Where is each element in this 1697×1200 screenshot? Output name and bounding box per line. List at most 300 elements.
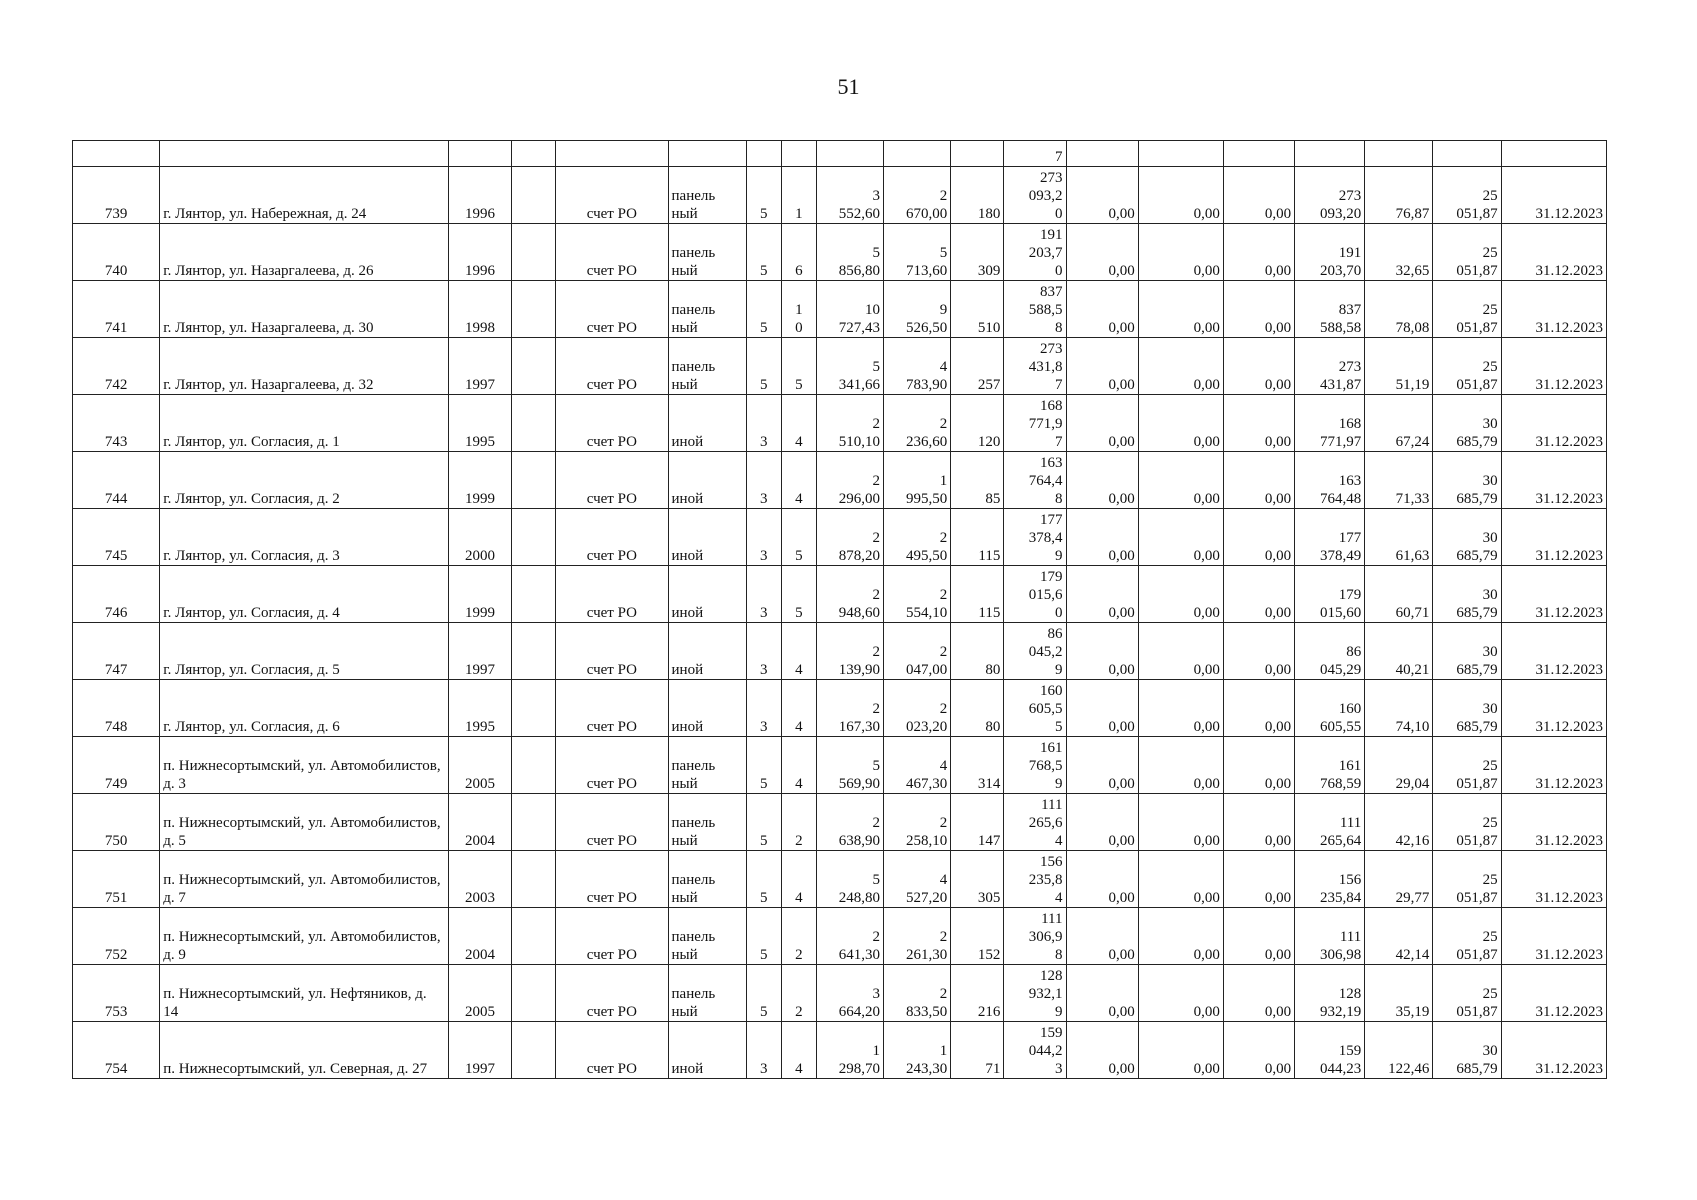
table-continuation-row — [73, 141, 1607, 167]
cost-cell: 0,00 — [1223, 794, 1294, 851]
cell-line: 273 — [1338, 359, 1362, 375]
cell-line: 5 — [872, 359, 881, 375]
cell-line: 051,87 — [1456, 206, 1498, 222]
cell-line: 161 — [1040, 740, 1063, 756]
year-cell: 2003 — [448, 851, 511, 908]
year-cell: 2004 — [448, 908, 511, 965]
cell-line: 30 — [1482, 416, 1498, 432]
address-cell: п. Нижнесортымский, ул. Автомобилистов, д. 7 — [160, 851, 449, 908]
cell-line: 670,00 — [905, 206, 948, 222]
total-area-cell — [816, 965, 883, 1022]
cell-line: 111 — [1041, 911, 1063, 927]
cost-cell: 0,00 — [1066, 224, 1138, 281]
address-cell: г. Лянтор, ул. Назаргалеева, д. 30 — [160, 281, 449, 338]
table-row — [73, 680, 1607, 737]
total-cost-cell — [1004, 224, 1066, 281]
cell-line: 341,66 — [838, 377, 881, 393]
account-type-cell: счет РО — [556, 566, 668, 623]
table-cell — [556, 141, 668, 167]
cell-line: 1 — [939, 473, 948, 489]
cell-line: 273 — [1040, 170, 1063, 186]
cell-line: 771,97 — [1320, 434, 1362, 450]
cell-line: 015,60 — [1320, 605, 1362, 621]
residents-cell: 314 — [951, 737, 1004, 794]
cell-line: 685,79 — [1456, 719, 1498, 735]
cell-line: 156 — [1040, 854, 1063, 870]
cell-line: 588,58 — [1320, 320, 1362, 336]
cell-line: 856,80 — [838, 263, 881, 279]
cell-line: 051,87 — [1456, 377, 1498, 393]
cell-line: 4 — [939, 758, 948, 774]
cell-line: 156 — [1338, 872, 1362, 888]
row-number: 741 — [73, 281, 160, 338]
entrances-cell — [781, 167, 816, 224]
unit-cost-cell: 35,19 — [1365, 965, 1433, 1022]
cell-line: 664,20 — [838, 1004, 881, 1020]
empty-cell — [512, 167, 556, 224]
row-number: 749 — [73, 737, 160, 794]
cell-line: 5 — [1055, 719, 1063, 735]
table-row — [73, 395, 1607, 452]
cell-line: 2 — [939, 701, 948, 717]
cost-cell: 0,00 — [1223, 338, 1294, 395]
floors-cell: 5 — [746, 908, 781, 965]
cost-cell: 0,00 — [1066, 737, 1138, 794]
cell-line: 273 — [1040, 341, 1063, 357]
entrances-cell — [781, 224, 816, 281]
cell-line: 265,6 — [1028, 815, 1063, 831]
cell-line: 30 — [1482, 644, 1498, 660]
year-cell: 2004 — [448, 794, 511, 851]
year-cell: 1999 — [448, 566, 511, 623]
fund-cost-cell — [1295, 167, 1365, 224]
cell-line: ный — [671, 947, 698, 963]
cost-cell: 0,00 — [1223, 623, 1294, 680]
total-cost-cell — [1004, 452, 1066, 509]
cell-line: 25 — [1482, 986, 1498, 1002]
fund-cost-cell — [1295, 1022, 1365, 1079]
cell-line: ный — [671, 263, 698, 279]
total-area-cell — [816, 851, 883, 908]
cell-line: 833,50 — [905, 1004, 948, 1020]
table-cell — [1295, 141, 1365, 167]
total-area-cell — [816, 794, 883, 851]
cell-line: ный — [671, 320, 698, 336]
entrances-cell — [781, 338, 816, 395]
unit-cost-cell: 67,24 — [1365, 395, 1433, 452]
total-area-cell — [816, 566, 883, 623]
cell-line: 2 — [939, 188, 948, 204]
empty-cell — [512, 395, 556, 452]
cell-line: 7 — [1055, 377, 1063, 393]
cell-line: 554,10 — [905, 605, 948, 621]
cost-cell: 0,00 — [1223, 395, 1294, 452]
limit-cost-cell — [1433, 965, 1501, 1022]
deadline-cell: 31.12.2023 — [1501, 680, 1606, 737]
cell-line: 4 — [795, 776, 803, 792]
living-area-cell — [884, 452, 951, 509]
total-cost-cell — [1004, 566, 1066, 623]
account-type-cell: счет РО — [556, 965, 668, 1022]
cost-cell: 0,00 — [1066, 794, 1138, 851]
cell-line: 128 — [1040, 968, 1063, 984]
cell-line: 4 — [795, 1061, 803, 1077]
table-cell — [951, 141, 1004, 167]
fund-cost-cell — [1295, 509, 1365, 566]
cost-cell: 0,00 — [1138, 851, 1223, 908]
deadline-cell: 31.12.2023 — [1501, 623, 1606, 680]
page-number: 51 — [837, 74, 860, 99]
cell-line: 167,30 — [838, 719, 881, 735]
cell-line: 2 — [939, 929, 948, 945]
cell-line: 9 — [1055, 776, 1063, 792]
cell-line: 128 — [1338, 986, 1362, 1002]
limit-cost-cell — [1433, 1022, 1501, 1079]
total-cost-cell — [1004, 167, 1066, 224]
cell-line: 9 — [1055, 1004, 1063, 1020]
cell-line: 296,00 — [838, 491, 881, 507]
limit-cost-cell — [1433, 395, 1501, 452]
row-number: 751 — [73, 851, 160, 908]
cost-cell: 0,00 — [1223, 452, 1294, 509]
cell-line: 685,79 — [1456, 491, 1498, 507]
cell-line: иной — [671, 719, 704, 735]
cell-line: 2 — [939, 986, 948, 1002]
cell-line: 552,60 — [838, 206, 881, 222]
entrances-cell — [781, 395, 816, 452]
cost-cell: 0,00 — [1138, 908, 1223, 965]
year-cell: 1997 — [448, 1022, 511, 1079]
cost-cell: 0,00 — [1066, 680, 1138, 737]
cost-cell: 0,00 — [1138, 680, 1223, 737]
cell-line: 86 — [1346, 644, 1362, 660]
address-cell: г. Лянтор, ул. Согласия, д. 3 — [160, 509, 449, 566]
year-cell: 1997 — [448, 623, 511, 680]
cell-line: 1 — [872, 1043, 881, 1059]
deadline-cell: 31.12.2023 — [1501, 224, 1606, 281]
floors-cell: 3 — [746, 1022, 781, 1079]
unit-cost-cell: 60,71 — [1365, 566, 1433, 623]
entrances-cell — [781, 623, 816, 680]
cell-line: 431,8 — [1028, 359, 1063, 375]
cell-line: 2 — [939, 587, 948, 603]
table-row — [73, 623, 1607, 680]
entrances-cell — [781, 566, 816, 623]
living-area-cell — [884, 281, 951, 338]
table-cell — [1138, 141, 1223, 167]
fund-cost-cell — [1295, 452, 1365, 509]
cost-cell: 0,00 — [1138, 566, 1223, 623]
cell-line: 638,90 — [838, 833, 881, 849]
cell-line: 685,79 — [1456, 662, 1498, 678]
cell-line: 2 — [939, 644, 948, 660]
living-area-cell — [884, 908, 951, 965]
cell-line: панель — [671, 188, 716, 204]
cell-line: 467,30 — [905, 776, 948, 792]
cost-cell: 0,00 — [1066, 566, 1138, 623]
address-cell: п. Нижнесортымский, ул. Автомобилистов, д. 9 — [160, 908, 449, 965]
cell-line: ный — [671, 377, 698, 393]
wall-material-cell — [668, 794, 746, 851]
cell-line: 9 — [939, 302, 948, 318]
limit-cost-cell — [1433, 908, 1501, 965]
cell-line: 685,79 — [1456, 1061, 1498, 1077]
living-area-cell — [884, 623, 951, 680]
cell-line: ный — [671, 776, 698, 792]
account-type-cell: счет РО — [556, 737, 668, 794]
empty-cell — [512, 908, 556, 965]
total-cost-cell — [1004, 737, 1066, 794]
cell-line: 044,2 — [1028, 1043, 1063, 1059]
cell-line: 764,48 — [1320, 491, 1362, 507]
cell-line: 6 — [795, 263, 803, 279]
cell-line: 2 — [795, 1004, 803, 1020]
total-cost-cell — [1004, 908, 1066, 965]
cost-cell: 0,00 — [1223, 566, 1294, 623]
living-area-cell — [884, 566, 951, 623]
wall-material-cell — [668, 452, 746, 509]
row-number: 753 — [73, 965, 160, 1022]
cell-line: 378,49 — [1320, 548, 1362, 564]
cell-line: панель — [671, 872, 716, 888]
table-row — [73, 281, 1607, 338]
cell-line: иной — [671, 434, 704, 450]
cell-line: 5 — [872, 872, 881, 888]
table-cell — [816, 141, 883, 167]
cost-cell: 0,00 — [1138, 509, 1223, 566]
row-number: 750 — [73, 794, 160, 851]
cell-line: 1 — [939, 1043, 948, 1059]
cell-line: 4 — [795, 491, 803, 507]
cell-line: 273 — [1338, 188, 1362, 204]
cost-cell: 0,00 — [1066, 167, 1138, 224]
cell-line: 203,7 — [1028, 245, 1063, 261]
cell-line: 168 — [1338, 416, 1362, 432]
row-number: 744 — [73, 452, 160, 509]
cost-cell: 0,00 — [1223, 737, 1294, 794]
cell-line: 605,5 — [1028, 701, 1063, 717]
total-area-cell — [816, 452, 883, 509]
cell-line: панель — [671, 986, 716, 1002]
entrances-cell — [781, 281, 816, 338]
cell-line: 047,00 — [905, 662, 948, 678]
cell-line: 2 — [872, 929, 881, 945]
fund-cost-cell — [1295, 680, 1365, 737]
total-cost-cell — [1004, 1022, 1066, 1079]
row-number: 745 — [73, 509, 160, 566]
floors-cell: 5 — [746, 737, 781, 794]
deadline-cell: 31.12.2023 — [1501, 794, 1606, 851]
limit-cost-cell — [1433, 281, 1501, 338]
cost-cell: 0,00 — [1223, 680, 1294, 737]
deadline-cell: 31.12.2023 — [1501, 509, 1606, 566]
total-cost-cell — [1004, 851, 1066, 908]
row-number: 748 — [73, 680, 160, 737]
table-row — [73, 338, 1607, 395]
cell-line: 25 — [1482, 359, 1498, 375]
cost-cell: 0,00 — [1138, 395, 1223, 452]
cell-line: 2 — [872, 701, 881, 717]
cell-line: 161 — [1338, 758, 1362, 774]
residents-cell: 80 — [951, 680, 1004, 737]
floors-cell: 5 — [746, 338, 781, 395]
empty-cell — [512, 281, 556, 338]
cell-line: 2 — [872, 644, 881, 660]
cost-cell: 0,00 — [1223, 908, 1294, 965]
cell-line: иной — [671, 662, 704, 678]
cell-line: 2 — [795, 833, 803, 849]
entrances-cell — [781, 509, 816, 566]
account-type-cell: счет РО — [556, 623, 668, 680]
cell-line: панель — [671, 815, 716, 831]
total-cost-cell — [1004, 623, 1066, 680]
cell-line: иной — [671, 548, 704, 564]
cell-line: 685,79 — [1456, 605, 1498, 621]
account-type-cell: счет РО — [556, 680, 668, 737]
residents-cell: 120 — [951, 395, 1004, 452]
cell-line: 5 — [939, 245, 948, 261]
cell-line: 051,87 — [1456, 263, 1498, 279]
cell-line: 4 — [1055, 833, 1063, 849]
cell-line: ный — [671, 206, 698, 222]
cell-line: 25 — [1482, 188, 1498, 204]
cell-line: 8 — [1055, 491, 1063, 507]
cell-line: панель — [671, 302, 716, 318]
table-row — [73, 167, 1607, 224]
wall-material-cell — [668, 623, 746, 680]
cell-line: 932,19 — [1320, 1004, 1362, 1020]
cell-line: 30 — [1482, 1043, 1498, 1059]
cell-line: 0 — [1055, 605, 1063, 621]
limit-cost-cell — [1433, 851, 1501, 908]
cost-cell: 0,00 — [1066, 338, 1138, 395]
entrances-cell — [781, 1022, 816, 1079]
table-cell — [1365, 141, 1433, 167]
limit-cost-cell — [1433, 566, 1501, 623]
cell-line: 30 — [1482, 587, 1498, 603]
row-number: 747 — [73, 623, 160, 680]
wall-material-cell — [668, 224, 746, 281]
cell-line: 4 — [795, 890, 803, 906]
cost-cell: 0,00 — [1138, 1022, 1223, 1079]
row-number: 746 — [73, 566, 160, 623]
wall-material-cell — [668, 338, 746, 395]
cell-line: 4 — [795, 662, 803, 678]
cell-line: 569,90 — [838, 776, 881, 792]
cell-line: 30 — [1482, 530, 1498, 546]
fund-cost-cell — [1295, 965, 1365, 1022]
cell-line: 111 — [1041, 797, 1063, 813]
row-number: 752 — [73, 908, 160, 965]
table-row — [73, 908, 1607, 965]
cell-line: 111 — [1339, 929, 1362, 945]
cost-cell: 0,00 — [1066, 908, 1138, 965]
account-type-cell: счет РО — [556, 908, 668, 965]
cell-line: 9 — [1055, 662, 1063, 678]
empty-cell — [512, 509, 556, 566]
cell-line: 0 — [795, 320, 803, 336]
cell-line: ный — [671, 1004, 698, 1020]
cell-line: 236,60 — [905, 434, 948, 450]
table-row — [73, 965, 1607, 1022]
account-type-cell: счет РО — [556, 1022, 668, 1079]
cell-line: 3 — [872, 986, 881, 1002]
fund-cost-cell — [1295, 395, 1365, 452]
entrances-cell — [781, 680, 816, 737]
unit-cost-cell: 76,87 — [1365, 167, 1433, 224]
empty-cell — [512, 1022, 556, 1079]
cell-line: 258,10 — [905, 833, 948, 849]
cell-line: 179 — [1040, 569, 1063, 585]
table-cell — [512, 141, 556, 167]
table-cell — [1501, 141, 1606, 167]
living-area-cell — [884, 680, 951, 737]
cell-line: 764,4 — [1028, 473, 1063, 489]
cell-line: 177 — [1040, 512, 1063, 528]
cell-line: 051,87 — [1456, 890, 1498, 906]
fund-cost-cell — [1295, 566, 1365, 623]
fund-cost-cell — [1295, 338, 1365, 395]
unit-cost-cell: 29,77 — [1365, 851, 1433, 908]
table-cell — [781, 141, 816, 167]
wall-material-cell — [668, 509, 746, 566]
cell-line: 837 — [1040, 284, 1063, 300]
total-area-cell — [816, 167, 883, 224]
cell-line: 25 — [1482, 302, 1498, 318]
entrances-cell — [781, 908, 816, 965]
cost-cell: 0,00 — [1066, 1022, 1138, 1079]
account-type-cell: счет РО — [556, 452, 668, 509]
cell-line: панель — [671, 359, 716, 375]
table-cell — [1066, 141, 1138, 167]
residents-cell: 71 — [951, 1022, 1004, 1079]
unit-cost-cell: 61,63 — [1365, 509, 1433, 566]
account-type-cell: счет РО — [556, 395, 668, 452]
entrances-cell — [781, 737, 816, 794]
cost-cell: 0,00 — [1066, 623, 1138, 680]
table-cell — [73, 141, 160, 167]
address-cell: п. Нижнесортымский, ул. Нефтяников, д. 14 — [160, 965, 449, 1022]
empty-cell — [512, 737, 556, 794]
total-cost-cell — [1004, 965, 1066, 1022]
fund-cost-cell — [1295, 281, 1365, 338]
cell-line: 2 — [872, 815, 881, 831]
empty-cell — [512, 566, 556, 623]
address-cell: п. Нижнесортымский, ул. Автомобилистов, д. 5 — [160, 794, 449, 851]
cell-line: 2 — [939, 416, 948, 432]
wall-material-cell — [668, 1022, 746, 1079]
cell-line: 0 — [1055, 263, 1063, 279]
year-cell: 2005 — [448, 965, 511, 1022]
residents-cell: 216 — [951, 965, 1004, 1022]
cell-line: 235,84 — [1320, 890, 1362, 906]
cost-cell: 0,00 — [1066, 281, 1138, 338]
living-area-cell — [884, 395, 951, 452]
account-type-cell: счет РО — [556, 338, 668, 395]
total-area-cell — [816, 509, 883, 566]
residents-cell: 305 — [951, 851, 1004, 908]
cell-line: панель — [671, 929, 716, 945]
living-area-cell — [884, 224, 951, 281]
cell-line: панель — [671, 758, 716, 774]
address-cell: г. Лянтор, ул. Согласия, д. 2 — [160, 452, 449, 509]
cell-line: 4 — [795, 719, 803, 735]
table-cell — [746, 141, 781, 167]
table-row — [73, 566, 1607, 623]
cost-cell: 0,00 — [1066, 509, 1138, 566]
cost-cell: 0,00 — [1138, 281, 1223, 338]
deadline-cell: 31.12.2023 — [1501, 566, 1606, 623]
